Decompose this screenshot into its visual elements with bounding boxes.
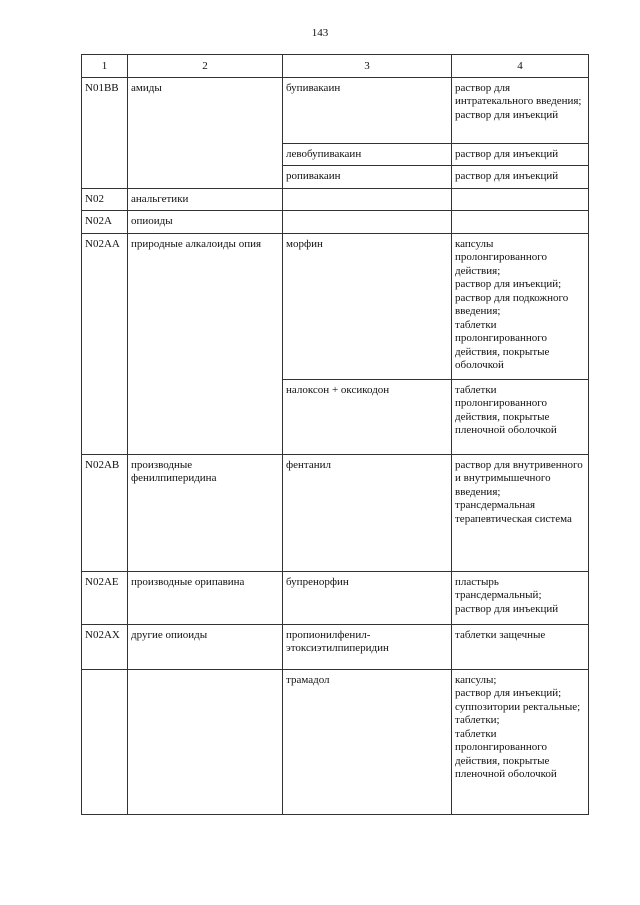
drug-name-cell: бупренорфин [283,571,452,624]
atc-group-cell: природные алкалоиды опия [128,233,283,454]
dosage-form: трансдермальная терапевтическая система [455,499,572,525]
atc-code-cell: N02A [82,211,128,234]
dosage-form-cell [452,211,589,234]
dosage-form: раствор для инъекций [455,170,559,182]
dosage-form: суппозитории ректальные; [455,700,581,713]
column-header-3: 3 [283,55,452,78]
dosage-form: капсулы пролонгированного действия; [455,237,547,277]
dosage-form: раствор для подкожного введения; [455,291,569,317]
dosage-form-cell [452,571,589,624]
atc-group-cell: опиоиды [128,211,283,234]
atc-group-cell [128,669,283,814]
drug-name-cell: фентанил [283,454,452,571]
drug-name-cell [283,211,452,234]
atc-group-cell: другие опиоиды [128,624,283,669]
column-header-1: 1 [82,55,128,78]
drug-name-cell: бупивакаин [283,77,452,143]
atc-group-cell: анальгетики [128,188,283,211]
dosage-form: раствор для внутривенного и внутримышечного введения; [455,458,583,498]
dosage-form: таблетки; [455,714,500,726]
dosage-form-cell [452,143,589,166]
dosage-form-cell [452,77,589,143]
drug-name-cell: трамадол [283,669,452,814]
table-row [82,571,589,624]
drug-name-cell: пропионилфенил-этоксиэтилпиперидин [283,624,452,669]
dosage-form: таблетки пролонгированного действия, покрытые пленочной оболочкой [455,383,557,436]
dosage-form: раствор для инъекций [455,147,559,160]
column-header-4: 4 [452,55,589,78]
atc-code-cell: N01BB [82,77,128,188]
table-row [82,211,589,234]
atc-group-cell: производные фенилпиперидина [128,454,283,571]
dosage-form: пластырь трансдермальный; [455,575,542,601]
dosage-form: раствор для инъекций [455,108,559,121]
atc-group-cell: производные орипавина [128,571,283,624]
dosage-form-cell [452,379,589,454]
dosage-form: раствор для интратекального введения; [455,81,582,107]
atc-group-cell: амиды [128,77,283,188]
table-header-row [82,55,589,78]
drug-name-cell: налоксон + оксикодон [283,379,452,454]
table-row [82,454,589,571]
drug-name-cell [283,188,452,211]
dosage-form-cell [452,166,589,189]
dosage-form-cell [452,233,589,379]
atc-code-cell: N02AE [82,571,128,624]
page-number: 143 [311,27,329,39]
dosage-form-cell [452,454,589,571]
table-row [82,77,589,143]
atc-code-cell: N02AB [82,454,128,571]
dosage-form: раствор для инъекций; [455,278,562,290]
atc-code-cell [82,669,128,814]
table-row [82,188,589,211]
dosage-form: раствор для инъекций; [455,687,562,699]
dosage-form-cell [452,624,589,669]
column-header-2: 2 [128,55,283,78]
dosage-form: таблетки пролонгированного действия, покрытые оболочкой [455,318,550,371]
atc-code-cell: N02 [82,188,128,211]
drug-name-cell: ропивакаин [283,166,452,189]
dosage-form: раствор для инъекций [455,602,559,615]
atc-code-cell: N02AX [82,624,128,669]
dosage-form-cell [452,669,589,814]
table-row [82,669,589,814]
atc-code-cell: N02AA [82,233,128,454]
table-row [82,624,589,669]
drug-name-cell: левобупивакаин [283,143,452,166]
dosage-form: капсулы; [455,673,497,686]
dosage-form: таблетки защечные [455,628,546,641]
dosage-form-cell [452,188,589,211]
drug-name-cell: морфин [283,233,452,379]
table-row [82,233,589,379]
dosage-form: таблетки пролонгированного действия, покрытые пленочной оболочкой [455,727,557,780]
drug-table [81,54,589,815]
